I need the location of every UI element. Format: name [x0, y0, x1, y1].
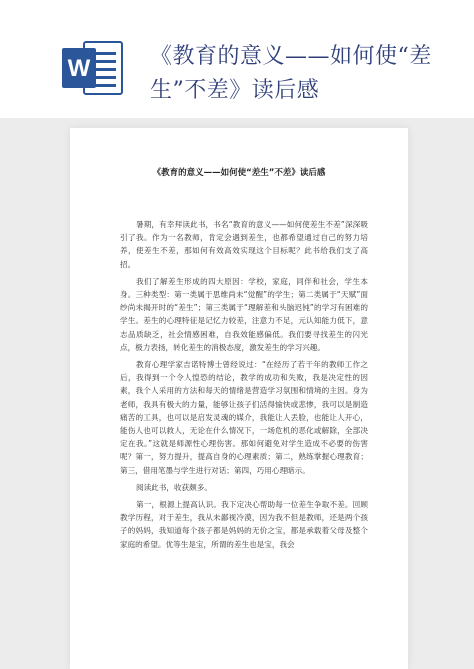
- paragraph: 教育心理学家吉诺特博士曾经说过：“在经历了若干年的教师工作之后，我得到一个令人惶恐的结论，教学的成功和失败，我是决定性的因素，我个人采用的方法和每天的情绪是营造学习氛围和情境的主因。身为老师，我具有极大的力量，能够让孩子们活得愉快或悲惨，我可以是制造痛苦的工具，也可以是启发灵魂的媒介，我能让人丢脸，也能让人开心，能伤人也可以救人，无论在什么情况下，一场危机的恶化或解除，全部决定在我。”这就是师源性心理伤害。那如何避免对学生造成不必要的伤害呢？第一，努力提升，提高自身的心理素质；第二，熟练掌握心理教育；第三，借用笔墨与学生进行对话；第四，巧用心理暗示。: [120, 360, 368, 475]
- page-body: [120, 218, 368, 555]
- document-title: 《教育的意义——如何使“差生”不差》读后感: [150, 44, 432, 103]
- paragraph: 第一，根源上提高认识。我下定决心帮助每一位差生争取不差。回顾教学历程，对于差生，我从未鄙视冷漠，因为我不但是教师，还是两个孩子的妈妈，我知道每个孩子都是妈妈的无价之宝，都是承载着父母及整个家庭的希望。优等生是宝，所谓的差生也是宝，我会: [120, 500, 368, 549]
- document-header: [0, 0, 474, 118]
- paragraph: 暑期，有幸拜读此书，书名“教育的意义——如何使差生不差”深深吸引了我。作为一名教师，肯定会遇到差生，也都希望通过自己的努力培养，使差生不差，那如何有效高效实现这个目标呢？此书给我们支了高招。: [120, 220, 368, 269]
- page-title: 《教育的意义——如何使“差生”不差》读后感: [152, 168, 326, 178]
- word-document-icon: [62, 40, 124, 96]
- paragraph: 阅读此书，收获颇多。: [136, 482, 212, 492]
- document-page-preview: [70, 128, 408, 669]
- svg-text:W: W: [67, 55, 91, 82]
- paragraph: 我们了解差生形成的四大原因：学校，家庭，同伴和社会，学生本身。三种类型：第一类属于思维尚未“觉醒”的学生；第二类属于“天赋”面纱尚未揭开时的“差生”；第三类属于“理解差和头脑迟钝”的学习有困难的学生。差生的心理特征是记忆力较差，注意力不足，元认知能力低下，意志品质缺乏，社会情感困难，自我效能感偏低。我们要寻找差生的闪光点，极力表扬，转化差生的消极态度，激发差生的学习兴趣。: [120, 276, 368, 352]
